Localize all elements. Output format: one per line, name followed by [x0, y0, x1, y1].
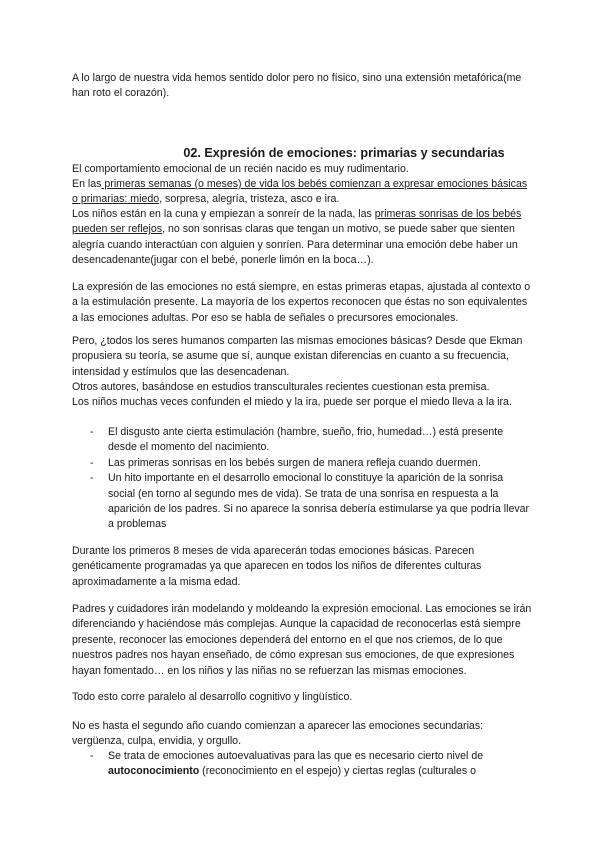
paragraph-parents: Padres y cuidadores irán modelando y moldeando la expresión emocional. Las emociones se irán diferenciando y haciéndose más complejas. Aunque la capacidad de reconocerlas está siempre presente, reconocer las emociones dependerá del entorno en el que nos criemos, de lo que nuestros padres nos hayan enseñado, de cómo expresan sus emociones, de que expresiones hayan fomentado… en los niños y las niñas no se refuerzan las mismas emociones.: [72, 603, 532, 677]
bullet-last-pre: Se trata de emociones autoevaluativas para las que es necesario cierto nivel de: [108, 750, 484, 762]
bullet-text: Las primeras sonrisas en los bebés surgen de manera refleja cuando duermen.: [108, 456, 481, 469]
p2-underlined: primeras semanas (o meses) de vida los bebés comienzan a expresar emociones básicas o primarias: miedo: [72, 178, 528, 206]
bullet-text: Un hito importante en el desarrollo emocional lo constituye la aparición de la sonrisa social (en torno al segundo mes de vida). Se trata de una sonrisa en respuesta a la aparición de los padres. Si no aparece la sonrisa debería estimularse ya que podría llevar a problemas: [108, 472, 530, 531]
intro-paragraph: A lo largo de nuestra vida hemos sentido dolor pero no físico, sino una extensión metafórica(me han roto el corazón).: [72, 72, 522, 100]
list-item: [72, 425, 532, 456]
dash-marker: -: [90, 456, 94, 469]
section-heading: [72, 145, 532, 161]
list-item: [72, 471, 532, 533]
p2-post: , sorpresa, alegría, tristeza, asco e ira.: [159, 193, 340, 206]
paragraph-first-8-months: Durante los primeros 8 meses de vida aparecerán todas emociones básicas. Parecen genéticamente programadas ya que aparecen en todos los niños de diferentes culturas aproximadamente a la misma edad.: [72, 545, 482, 588]
paragraph-expression-context: La expresión de las emociones no está siempre, en estas primeras etapas, ajustada al contexto o a la estimulación presente. La mayoría de los expertos reconocen que éstas no son equivalentes a las emociones adultas. Por eso se habla de señales o precursores emocionales.: [72, 281, 531, 324]
paragraph-secondary-emotions: No es hasta el segundo año cuando comienzan a aparecer las emociones secundarias: vergüenza, culpa, envidia, y orgullo.: [72, 720, 484, 748]
paragraph-newborn: El comportamiento emocional de un recién nacido es muy rudimentario.: [72, 163, 409, 175]
dash-marker: -: [90, 750, 94, 762]
bullet-text: El disgusto ante cierta estimulación (hambre, sueño, frio, humedad…) está presente desde el momento del nacimiento.: [108, 426, 504, 454]
dash-marker: -: [90, 472, 94, 485]
paragraph-primary-emotions: [72, 177, 532, 208]
p3-underlined: primeras sonrisas de los bebés pueden ser reflejos: [72, 208, 522, 236]
paragraph-ekman: Pero, ¿todos los seres humanos comparten las mismas emociones básicas? Desde que Ekman propusiera su teoría, se asume que sí, aunque existan diferencias en cuanto a su frecuencia, intensidad y estímulos que las desencadenan.: [72, 335, 523, 378]
paragraph-cognitive: Todo esto corre paralelo al desarrollo cognitivo y lingüístico.: [72, 691, 353, 703]
bullet-last-post: (reconocimiento en el espejo) y ciertas reglas (culturales o: [199, 765, 476, 778]
paragraph-first-smiles: [72, 207, 532, 269]
dash-marker: -: [90, 426, 94, 438]
paragraph-other-authors: Otros autores, basándose en estudios transculturales recientes cuestionan esta premisa.: [72, 381, 490, 393]
bullet-last-bold: autoconocimiento: [108, 765, 200, 778]
list-item: [72, 456, 532, 471]
p3-pre: Los niños están en la cuna y empiezan a sonreír de la nada, las: [72, 208, 375, 220]
p3-post: , no son sonrisas claras que tengan un motivo, se puede saber que sienten alegría cuando interactúan con alguien y sonríen. Para determinar una emoción debe haber un desencadenante(jugar con el bebé, ponerle limón en la boca…).: [72, 223, 518, 267]
list-item: [72, 749, 532, 780]
bullet-list-secondary: [72, 749, 532, 780]
section-heading-text: 02. Expresión de emociones: primarias y secundarias: [183, 146, 505, 160]
paragraph-fear-anger: Los niños muchas veces confunden el miedo y la ira, puede ser porque el miedo lleva a la ira.: [72, 396, 512, 408]
p2-pre: En las: [72, 178, 102, 190]
bullet-list-early: [72, 425, 532, 533]
